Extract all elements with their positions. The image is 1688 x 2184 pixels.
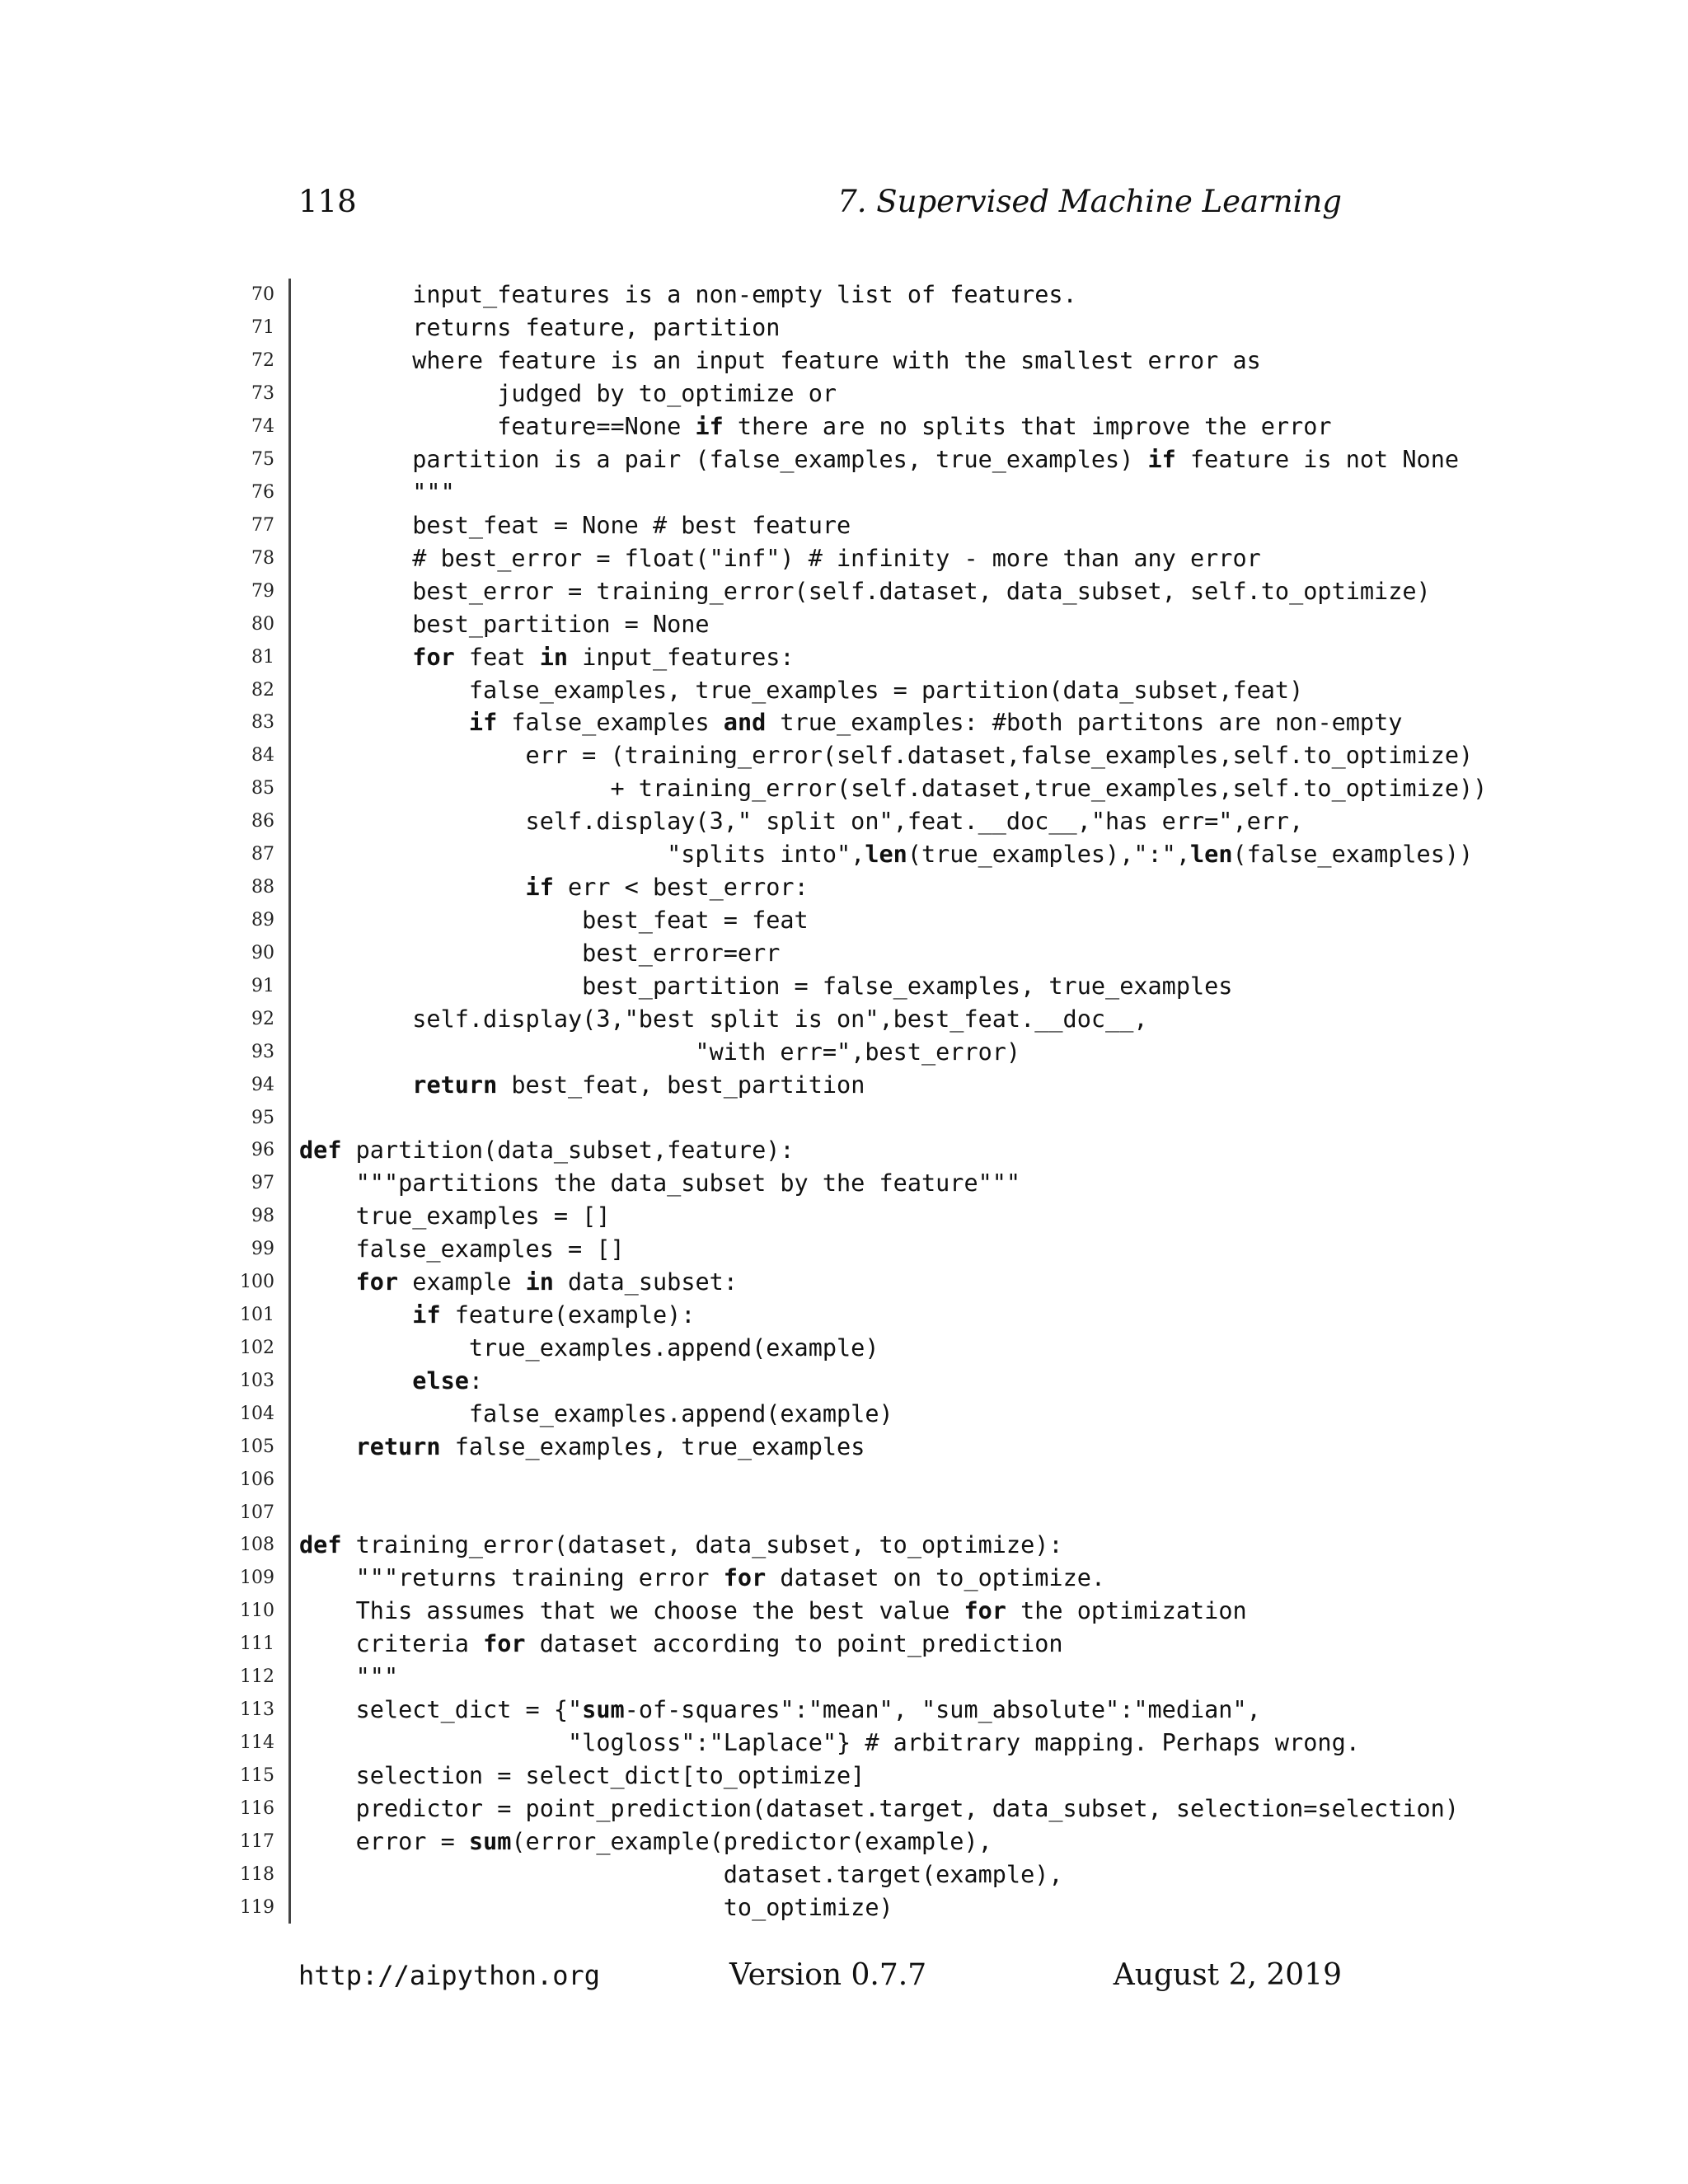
- code-line: [231, 312, 1426, 344]
- code-text: def training_error(dataset, data_subset, to_optimize):: [299, 1531, 1063, 1559]
- gutter-rule: [288, 1825, 291, 1858]
- code-text: self.display(3," split on",feat.__doc__,"has err=",err,: [299, 808, 1304, 836]
- code-line: [231, 607, 1426, 640]
- line-number: 116: [240, 1797, 274, 1819]
- line-number: 91: [251, 975, 274, 996]
- gutter-rule: [288, 1727, 291, 1760]
- code-text: false_examples.append(example): [299, 1399, 893, 1427]
- code-text: "splits into",len(true_examples),":",len(false_examples)): [299, 841, 1474, 869]
- code-line: [231, 673, 1426, 706]
- code-line: [231, 1727, 1426, 1760]
- code-line: [231, 344, 1426, 377]
- code-text: true_examples = []: [299, 1202, 611, 1230]
- line-number: 75: [251, 449, 274, 471]
- gutter-rule: [288, 1628, 291, 1661]
- code-line: [231, 443, 1460, 476]
- gutter-rule: [288, 541, 291, 574]
- line-number: 112: [240, 1666, 274, 1688]
- gutter-rule: [288, 1266, 291, 1299]
- gutter-rule: [288, 1759, 291, 1792]
- gutter-rule: [288, 1068, 291, 1101]
- code-text: def partition(data_subset,feature):: [299, 1137, 795, 1165]
- line-number: 107: [240, 1502, 274, 1523]
- code-line: [231, 936, 1426, 969]
- gutter-rule: [288, 1167, 291, 1200]
- gutter-rule: [288, 1562, 291, 1595]
- line-number: 94: [251, 1074, 274, 1095]
- code-text: if false_examples and true_examples: #both partitons are non-empty: [468, 709, 1403, 737]
- code-text: dataset.target(example),: [299, 1860, 1063, 1888]
- code-text: criteria for dataset according to point_prediction: [299, 1630, 1063, 1658]
- code-text: """returns training error for dataset on to_optimize.: [299, 1564, 1106, 1592]
- gutter-rule: [288, 377, 291, 410]
- gutter-rule: [288, 312, 291, 344]
- gutter-rule: [288, 772, 291, 805]
- code-line: [231, 1167, 1426, 1200]
- line-number: 90: [251, 942, 274, 963]
- line-number: 85: [251, 778, 274, 799]
- gutter-rule: [288, 1496, 291, 1529]
- gutter-rule: [288, 739, 291, 772]
- code-line: [231, 1200, 1426, 1233]
- gutter-rule: [288, 1891, 291, 1924]
- line-number: 115: [240, 1765, 274, 1786]
- code-text: else:: [412, 1366, 484, 1394]
- code-line: [231, 1529, 1426, 1562]
- code-text: This assumes that we choose the best value for the optimization: [299, 1597, 1247, 1625]
- line-number: 80: [251, 613, 274, 635]
- code-line: [231, 410, 1426, 443]
- line-number: 106: [240, 1469, 274, 1490]
- gutter-rule: [288, 871, 291, 904]
- gutter-rule: [288, 607, 291, 640]
- gutter-rule: [288, 1332, 291, 1365]
- gutter-rule: [288, 344, 291, 377]
- code-line: [231, 1002, 1426, 1035]
- gutter-rule: [288, 279, 291, 312]
- code-text: return false_examples, true_examples: [355, 1432, 865, 1460]
- line-number: 96: [251, 1140, 274, 1161]
- code-line: [231, 476, 1426, 509]
- gutter-rule: [288, 1035, 291, 1068]
- code-text: best_feat = None # best feature: [299, 511, 851, 539]
- gutter-rule: [288, 410, 291, 443]
- code-line: [231, 1858, 1426, 1891]
- code-text: selection = select_dict[to_optimize]: [299, 1761, 865, 1789]
- code-text: false_examples, true_examples = partition(data_subset,feat): [299, 676, 1304, 704]
- line-number: 113: [240, 1699, 274, 1721]
- gutter-rule: [288, 1661, 291, 1694]
- line-number: 109: [240, 1568, 274, 1589]
- code-text: """: [299, 1663, 399, 1691]
- footer-url[interactable]: http://aipython.org: [298, 1960, 601, 1991]
- line-number: 103: [240, 1370, 274, 1391]
- line-number: 71: [251, 317, 274, 339]
- code-line: [231, 838, 1474, 871]
- code-text: self.display(3,"best split is on",best_feat.__doc__,: [299, 1005, 1148, 1033]
- code-line: [231, 541, 1426, 574]
- line-number: 119: [240, 1896, 274, 1918]
- gutter-rule: [288, 904, 291, 937]
- code-line: [231, 279, 1426, 312]
- line-number: 114: [240, 1732, 274, 1754]
- code-line: [231, 1825, 1426, 1858]
- gutter-rule: [288, 969, 291, 1002]
- line-number: 93: [251, 1041, 274, 1062]
- gutter-rule: [288, 805, 291, 838]
- code-text: if feature(example):: [412, 1301, 696, 1329]
- gutter-rule: [288, 673, 291, 706]
- line-number: 97: [251, 1173, 274, 1194]
- line-number: 76: [251, 481, 274, 503]
- line-number: 88: [251, 877, 274, 898]
- code-text: return best_feat, best_partition: [412, 1071, 865, 1099]
- code-line: [231, 1694, 1426, 1727]
- code-line: [231, 1463, 1426, 1496]
- gutter-rule: [288, 1529, 291, 1562]
- code-text: "logloss":"Laplace"} # arbitrary mapping. Perhaps wrong.: [299, 1729, 1360, 1757]
- line-number: 83: [251, 712, 274, 733]
- code-text: partition is a pair (false_examples, true_examples) if feature is not None: [299, 446, 1460, 474]
- line-number: 110: [240, 1601, 274, 1622]
- code-line: [231, 1364, 1426, 1397]
- code-line: [231, 1792, 1459, 1825]
- code-text: best_partition = None: [299, 610, 710, 638]
- line-number: 84: [251, 745, 274, 766]
- code-text: where feature is an input feature with the smallest error as: [299, 347, 1261, 375]
- code-line: [231, 1266, 1426, 1299]
- code-line: [231, 871, 1426, 904]
- code-text: "with err=",best_error): [299, 1038, 1021, 1066]
- code-line: [231, 509, 1426, 541]
- code-text: for example in data_subset:: [355, 1268, 738, 1296]
- line-number: 72: [251, 350, 274, 372]
- gutter-rule: [288, 1397, 291, 1430]
- code-line: [231, 969, 1426, 1002]
- code-text: + training_error(self.dataset,true_examples,self.to_optimize)): [299, 775, 1488, 803]
- code-line: [231, 772, 1488, 805]
- code-text: if err < best_error:: [525, 874, 809, 902]
- code-line: [231, 1628, 1426, 1661]
- line-number: 82: [251, 679, 274, 701]
- code-listing: [231, 279, 1488, 1924]
- line-number: 102: [240, 1337, 274, 1358]
- code-line: [231, 574, 1431, 607]
- code-text: best_error = training_error(self.dataset, data_subset, self.to_optimize): [299, 577, 1431, 605]
- code-line: [231, 1759, 1426, 1792]
- code-line: [231, 1562, 1426, 1595]
- code-line: [231, 1332, 1426, 1365]
- code-line: [231, 739, 1474, 772]
- chapter-title: 7. Supervised Machine Learning: [837, 184, 1342, 219]
- code-text: returns feature, partition: [299, 314, 781, 342]
- gutter-rule: [288, 1694, 291, 1727]
- code-line: [231, 1299, 1426, 1332]
- line-number: 87: [251, 844, 274, 865]
- footer-date: August 2, 2019: [1113, 1958, 1342, 1992]
- line-number: 100: [240, 1272, 274, 1293]
- code-text: judged by to_optimize or: [299, 380, 837, 408]
- line-number: 79: [251, 580, 274, 602]
- line-number: 99: [251, 1239, 274, 1260]
- line-number: 101: [240, 1305, 274, 1326]
- code-line: [231, 1661, 1426, 1694]
- gutter-rule: [288, 706, 291, 739]
- line-number: 111: [240, 1633, 274, 1655]
- code-text: # best_error = float("inf") # infinity - more than any error: [299, 544, 1261, 572]
- code-text: false_examples = []: [299, 1235, 625, 1263]
- line-number: 117: [240, 1830, 274, 1852]
- line-number: 105: [240, 1436, 274, 1457]
- code-text: predictor = point_prediction(dataset.target, data_subset, selection=selection): [299, 1794, 1459, 1822]
- code-line: [231, 1891, 1426, 1924]
- gutter-rule: [288, 1463, 291, 1496]
- code-text: """: [299, 478, 455, 506]
- code-line: [231, 706, 1426, 739]
- gutter-rule: [288, 1134, 291, 1167]
- code-line: [231, 1430, 1426, 1463]
- gutter-rule: [288, 1101, 291, 1134]
- code-text: err = (training_error(self.dataset,false_examples,self.to_optimize): [299, 742, 1474, 770]
- code-line: [231, 1035, 1426, 1068]
- line-number: 104: [240, 1403, 274, 1424]
- footer-version: Version 0.7.7: [729, 1958, 927, 1992]
- line-number: 77: [251, 514, 274, 536]
- line-number: 81: [251, 646, 274, 668]
- line-number: 78: [251, 547, 274, 569]
- code-text: """partitions the data_subset by the feature""": [299, 1169, 1021, 1197]
- gutter-rule: [288, 509, 291, 541]
- line-number: 92: [251, 1008, 274, 1029]
- code-line: [231, 1595, 1426, 1628]
- gutter-rule: [288, 1200, 291, 1233]
- code-line: [231, 1233, 1426, 1266]
- code-text: best_partition = false_examples, true_examples: [299, 972, 1233, 1000]
- code-line: [231, 904, 1426, 937]
- gutter-rule: [288, 574, 291, 607]
- gutter-rule: [288, 1233, 291, 1266]
- code-line: [231, 377, 1426, 410]
- line-number: 86: [251, 811, 274, 832]
- gutter-rule: [288, 1792, 291, 1825]
- code-line: [231, 640, 1426, 673]
- gutter-rule: [288, 1430, 291, 1463]
- code-line: [231, 1068, 1426, 1101]
- line-number: 95: [251, 1107, 274, 1128]
- gutter-rule: [288, 476, 291, 509]
- gutter-rule: [288, 936, 291, 969]
- code-text: input_features is a non-empty list of features.: [299, 281, 1077, 309]
- line-number: 118: [240, 1863, 274, 1885]
- code-line: [231, 1134, 1426, 1167]
- gutter-rule: [288, 1299, 291, 1332]
- code-text: error = sum(error_example(predictor(example),: [299, 1827, 992, 1855]
- gutter-rule: [288, 443, 291, 476]
- code-text: for feat in input_features:: [412, 643, 795, 671]
- line-number: 108: [240, 1535, 274, 1556]
- line-number: 74: [251, 416, 274, 438]
- code-line: [231, 1101, 1426, 1134]
- line-number: 73: [251, 383, 274, 405]
- code-text: feature==None if there are no splits that improve the error: [299, 413, 1332, 441]
- code-line: [231, 1397, 1426, 1430]
- code-text: select_dict = {"sum-of-squares":"mean", "sum_absolute":"median",: [299, 1696, 1261, 1724]
- gutter-rule: [288, 838, 291, 871]
- line-number: 98: [251, 1206, 274, 1227]
- line-number: 70: [251, 284, 274, 306]
- gutter-rule: [288, 640, 291, 673]
- line-number: 89: [251, 909, 274, 930]
- gutter-rule: [288, 1858, 291, 1891]
- code-text: best_feat = feat: [299, 906, 809, 934]
- code-text: to_optimize): [299, 1893, 893, 1921]
- gutter-rule: [288, 1002, 291, 1035]
- gutter-rule: [288, 1364, 291, 1397]
- code-line: [231, 805, 1426, 838]
- code-text: best_error=err: [299, 939, 781, 967]
- code-line: [231, 1496, 1426, 1529]
- gutter-rule: [288, 1595, 291, 1628]
- page-number: 118: [298, 184, 357, 219]
- code-text: true_examples.append(example): [299, 1333, 879, 1361]
